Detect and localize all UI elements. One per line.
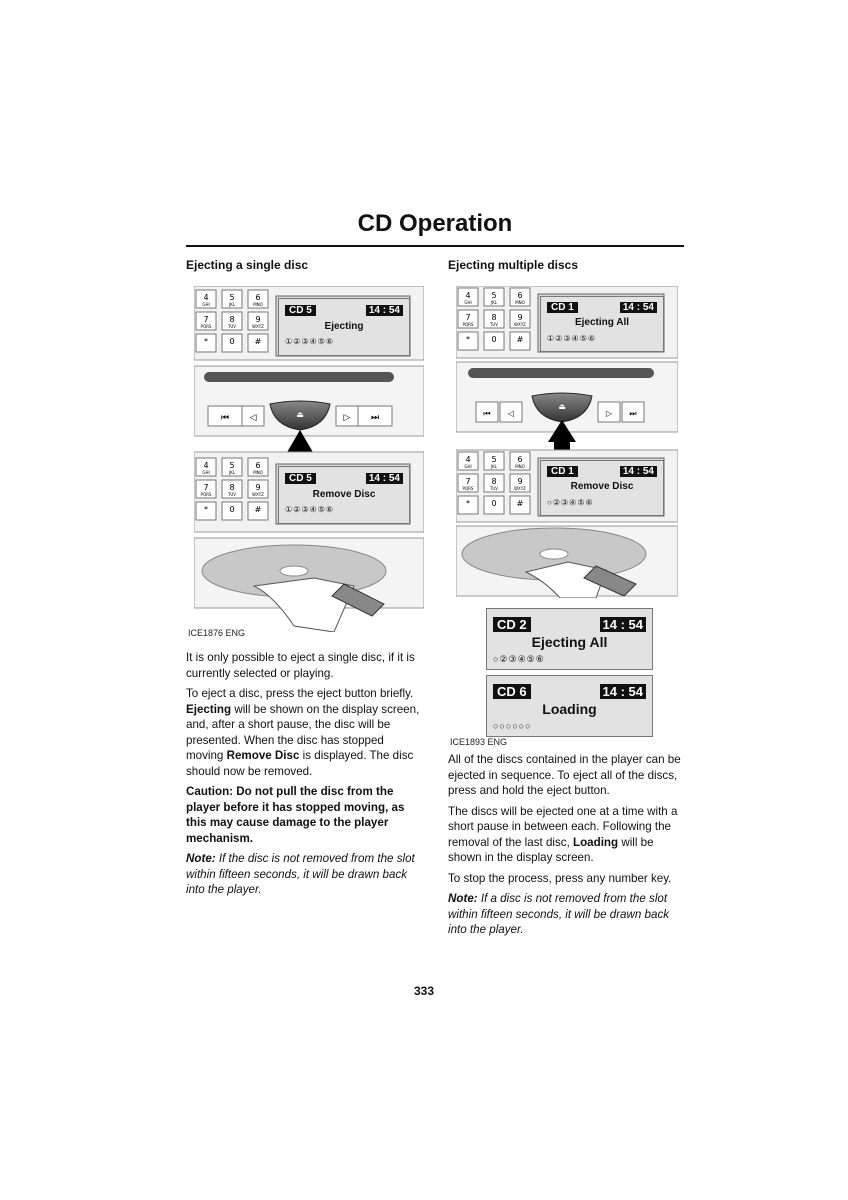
- svg-text:◁: ◁: [507, 409, 515, 418]
- keypad-key-letters: PQRS: [462, 322, 474, 327]
- svg-text:⏮: ⏮: [220, 413, 230, 423]
- disc-indicators: ①②③④⑤⑥: [285, 505, 335, 514]
- left-body: [186, 650, 424, 903]
- svg-text:⏭: ⏭: [629, 409, 637, 418]
- keypad-key-letters: GHI: [464, 300, 472, 305]
- keypad-key-letters: TUV: [489, 322, 499, 327]
- lcd-message: Ejecting: [324, 321, 364, 332]
- keypad-key-letters: PQRS: [200, 492, 212, 497]
- keypad-key-letters: JKL: [228, 470, 236, 475]
- keypad-key-number: *: [204, 337, 208, 346]
- keypad-key-number: 7: [203, 483, 209, 492]
- paragraph: It is only possible to eject a single disc, if it is currently selected or playing.: [186, 651, 415, 680]
- keypad-key-number: 4: [465, 455, 471, 464]
- time-display: 14 : 54: [366, 473, 403, 484]
- caution-text: Caution: Do not pull the disc from the player before it has stopped moving, as this may cause damage to the player mechanism.: [186, 785, 405, 845]
- right-figure: [456, 286, 678, 598]
- paragraph: All of the discs contained in the player can be ejected in sequence. To eject all of the discs, press and hold the eject button.: [448, 753, 681, 797]
- keypad-key-number: 0: [491, 499, 497, 508]
- right-heading: Ejecting multiple discs: [448, 258, 579, 272]
- time-display: 14 : 54: [366, 305, 403, 316]
- lcd-large-loading: [486, 675, 653, 737]
- keypad-key-letters: MNO: [253, 302, 263, 307]
- lcd-message: Remove Disc: [312, 489, 376, 500]
- lcd-message: Ejecting All: [574, 317, 630, 328]
- keypad-key-number: 9: [517, 313, 523, 322]
- keypad-key-letters: WXYZ: [514, 486, 526, 491]
- keypad-key-number: 0: [229, 337, 235, 346]
- disc-indicators: ①②③④⑤⑥: [285, 337, 335, 346]
- keypad-key-number: 7: [465, 477, 471, 486]
- keypad-key-letters: PQRS: [462, 486, 474, 491]
- figure-caption: ICE1893 ENG: [450, 737, 508, 747]
- keypad-key-letters: TUV: [227, 492, 237, 497]
- paragraph: To stop the process, press any number key.: [448, 871, 672, 885]
- keypad-key-letters: TUV: [227, 324, 237, 329]
- keypad-key-number: 5: [229, 461, 235, 470]
- lcd-ejecting: [278, 298, 410, 356]
- keypad-key-number: 4: [465, 291, 471, 300]
- svg-text:⏮: ⏮: [483, 409, 491, 418]
- page-title: CD Operation: [357, 210, 513, 237]
- lcd-ejecting-all: [540, 296, 664, 352]
- keypad-key-number: 9: [517, 477, 523, 486]
- keypad-key-number: 8: [229, 315, 235, 324]
- keypad-key-letters: GHI: [202, 302, 210, 307]
- keypad-key-number: 6: [517, 455, 523, 464]
- cd-label: CD 5: [285, 473, 316, 484]
- keypad-key-letters: WXYZ: [252, 492, 264, 497]
- note: Note: If the disc is not removed from the slot within fifteen seconds, it will be drawn back into the player.: [186, 852, 415, 896]
- keypad-key-number: 6: [255, 461, 261, 470]
- lcd-large-ejecting-all: [486, 608, 653, 670]
- time-display: 14 : 54: [620, 466, 657, 477]
- keypad-key-letters: JKL: [490, 464, 498, 469]
- keypad-key-number: 4: [203, 293, 209, 302]
- disc-indicators: ○○○○○○: [493, 721, 532, 731]
- time-display: 14 : 54: [620, 302, 657, 313]
- keypad-key-number: *: [204, 505, 208, 514]
- keypad-key-number: 0: [229, 505, 235, 514]
- left-heading: Ejecting a single disc: [186, 258, 309, 272]
- keypad-key-number: 9: [255, 315, 261, 324]
- keypad-key-number: 8: [229, 483, 235, 492]
- svg-text:◁: ◁: [249, 413, 257, 423]
- keypad-key-letters: JKL: [490, 300, 498, 305]
- svg-text:▷: ▷: [343, 413, 351, 423]
- keypad-key-number: #: [254, 505, 262, 514]
- keypad-key-letters: GHI: [464, 464, 472, 469]
- cd-label: CD 6: [493, 684, 531, 699]
- keypad-key-number: 4: [203, 461, 209, 470]
- keypad-key-number: 6: [517, 291, 523, 300]
- keypad-key-number: 5: [491, 291, 497, 300]
- disc-indicators: ①②③④⑤⑥: [547, 334, 597, 343]
- keypad-key-letters: MNO: [515, 300, 525, 305]
- keypad-key-number: 8: [491, 313, 497, 322]
- page-number: 333: [413, 984, 435, 998]
- cd-label: CD 1: [547, 466, 578, 477]
- disc-indicators: ○②③④⑤⑥: [547, 498, 594, 507]
- note: Note: If a disc is not removed from the slot within fifteen seconds, it will be drawn back into the player.: [448, 892, 670, 936]
- lcd-message: Ejecting All: [531, 634, 608, 650]
- left-figure: [194, 286, 424, 632]
- keypad-key-number: #: [516, 499, 524, 508]
- keypad-key-number: 8: [491, 477, 497, 486]
- cd-label: CD 1: [547, 302, 578, 313]
- keypad-key-number: *: [466, 335, 470, 344]
- svg-text:⏭: ⏭: [370, 413, 380, 423]
- paragraph: The discs will be ejected one at a time with a short pause in between each. Following the removal of the last disc, Loading will be shown in the display screen.: [448, 804, 678, 864]
- cd-label: CD 2: [493, 617, 531, 632]
- time-display: 14 : 54: [600, 684, 646, 699]
- keypad-key-letters: WXYZ: [514, 322, 526, 327]
- title-rule: [186, 245, 684, 247]
- keypad-key-number: 7: [465, 313, 471, 322]
- disc-indicators: ○②③④⑤⑥: [493, 654, 545, 664]
- keypad-key-letters: MNO: [515, 464, 525, 469]
- svg-text:⏏: ⏏: [558, 402, 566, 411]
- keypad-key-number: #: [516, 335, 524, 344]
- paragraph: To eject a disc, press the eject button briefly. Ejecting will be shown on the display screen, and, after a short pause, the disc will be presented. When the disc has stopped moving Remove Disc is displayed. The disc should now be removed.: [186, 687, 420, 778]
- keypad-key-number: 7: [203, 315, 209, 324]
- keypad-key-letters: GHI: [202, 470, 210, 475]
- keypad-key-number: 5: [491, 455, 497, 464]
- keypad: [196, 290, 268, 352]
- svg-text:⏏: ⏏: [296, 410, 304, 419]
- keypad-key-number: 0: [491, 335, 497, 344]
- figure-caption: ICE1876 ENG: [188, 628, 246, 638]
- lcd-remove-disc: [278, 466, 410, 524]
- svg-text:▷: ▷: [605, 409, 613, 418]
- keypad-key-letters: PQRS: [200, 324, 212, 329]
- time-display: 14 : 54: [600, 617, 646, 632]
- cd-label: CD 5: [285, 305, 316, 316]
- keypad-key-letters: JKL: [228, 302, 236, 307]
- keypad-key-number: #: [254, 337, 262, 346]
- keypad-key-letters: MNO: [253, 470, 263, 475]
- lcd-remove-disc: [540, 460, 664, 516]
- keypad-key-letters: WXYZ: [252, 324, 264, 329]
- keypad-key-number: 5: [229, 293, 235, 302]
- keypad-key-number: 6: [255, 293, 261, 302]
- keypad-key-letters: TUV: [489, 486, 499, 491]
- lcd-message: Remove Disc: [570, 481, 634, 492]
- keypad-key-number: *: [466, 499, 470, 508]
- right-body: [448, 752, 686, 943]
- lcd-message: Loading: [542, 701, 597, 717]
- keypad-key-number: 9: [255, 483, 261, 492]
